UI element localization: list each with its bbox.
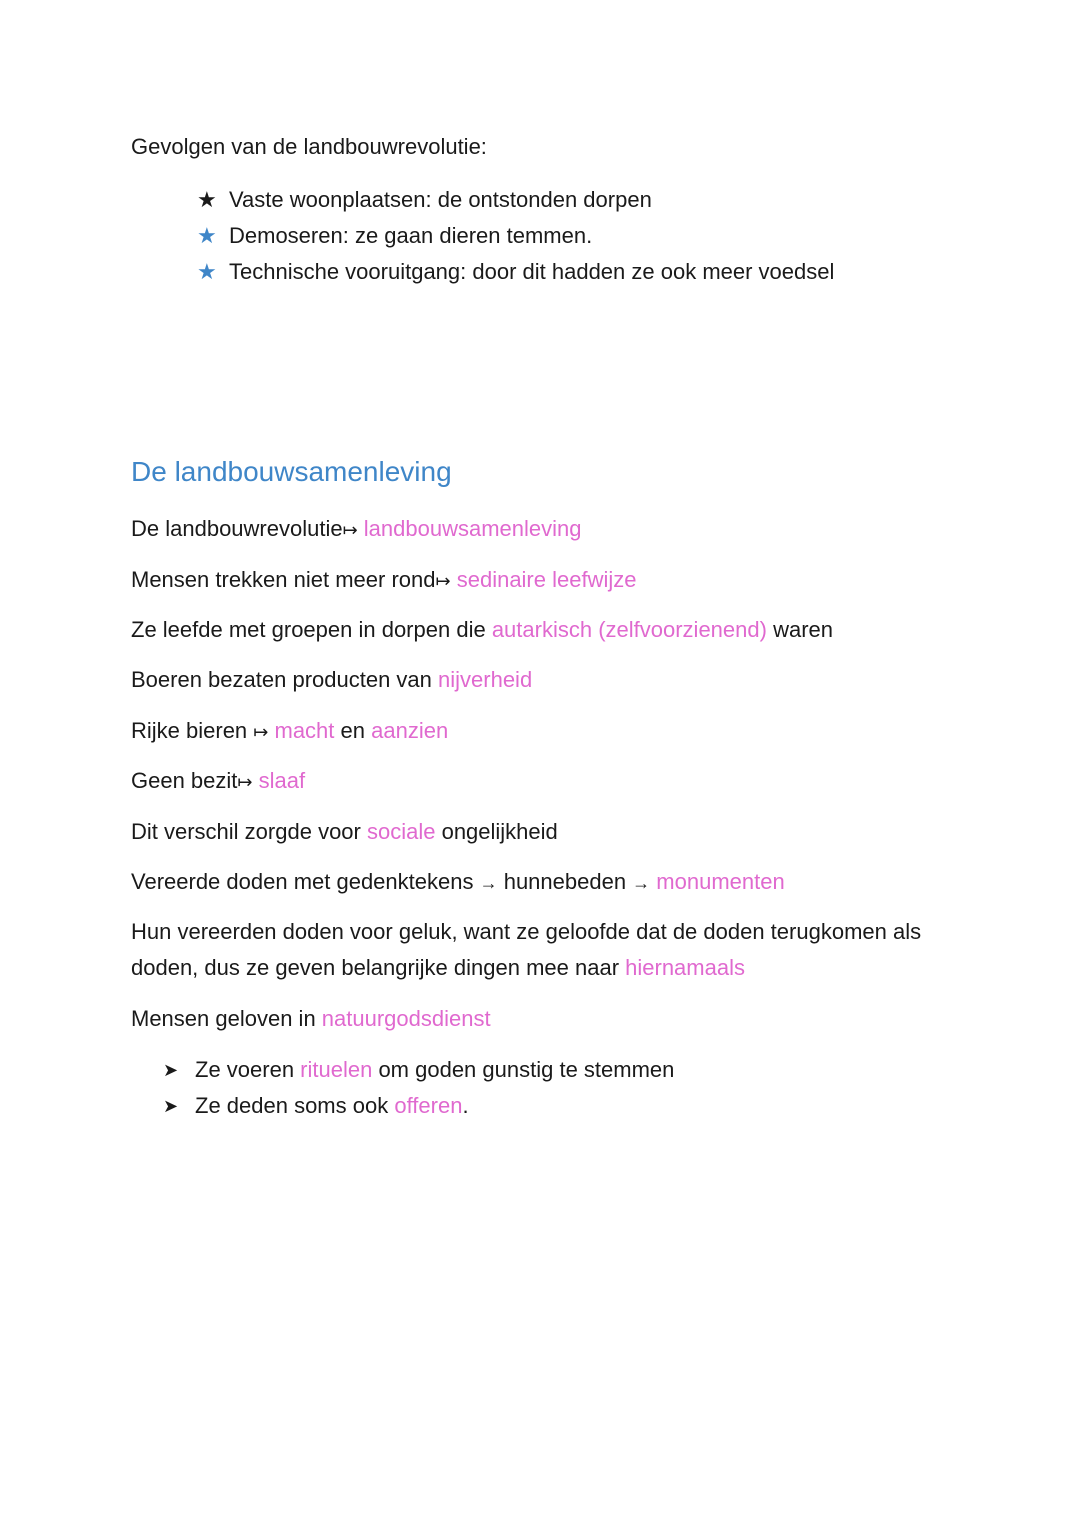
line-text: . [462, 1093, 469, 1118]
note-line [131, 864, 785, 901]
line-text: Ze deden soms ook [195, 1093, 395, 1118]
list-item [163, 1088, 674, 1124]
line-text: hunnebeden [497, 869, 633, 894]
list-item-text: Demoseren: ze gaan dieren temmen. [229, 223, 593, 248]
arrowhead-bullet-icon: ➤ [163, 1060, 179, 1080]
line-text: Vereerde doden met gedenktekens [131, 869, 480, 894]
note-line [131, 562, 636, 599]
note-line [131, 1001, 491, 1037]
list-item [163, 1052, 674, 1088]
highlight-term: autarkisch (zelfvoorzienend) [491, 617, 767, 642]
star-icon: ★ [197, 259, 217, 284]
highlight-term: nijverheid [438, 667, 533, 692]
highlight-term: rituelen [300, 1057, 373, 1082]
arrow-icon: → [479, 873, 498, 893]
intro-heading: Gevolgen van de landbouwrevolutie: [131, 134, 487, 159]
maps-to-arrow-icon: ↦ [435, 571, 451, 591]
note-paragraph [131, 914, 961, 986]
line-text: Geen bezit [131, 768, 238, 793]
highlight-term: natuurgodsdienst [321, 1006, 491, 1031]
line-text: om goden gunstig te stemmen [372, 1057, 675, 1082]
highlight-term: sedinaire leefwijze [456, 567, 637, 592]
line-text: Mensen geloven in [131, 1006, 322, 1031]
maps-to-arrow-icon: ↦ [237, 772, 253, 792]
section-heading: De landbouwsamenleving [131, 456, 452, 487]
highlight-term: monumenten [656, 869, 785, 894]
star-icon: ★ [197, 187, 217, 212]
highlight-term: macht [274, 718, 335, 743]
highlight-term: sociale [366, 819, 436, 844]
line-text: Ze voeren [195, 1057, 301, 1082]
note-line [131, 511, 582, 548]
line-text: Ze leefde met groepen in dorpen die [131, 617, 492, 642]
arrowhead-bullet-icon: ➤ [163, 1096, 179, 1116]
list-item [197, 182, 834, 218]
list-item-text [195, 1088, 469, 1124]
note-line [131, 612, 833, 648]
line-text: Rijke bieren [131, 718, 254, 743]
maps-to-arrow-icon: ↦ [253, 722, 269, 742]
highlight-term: landbouwsamenleving [363, 516, 582, 541]
line-text: Dit verschil zorgde voor [131, 819, 367, 844]
note-line [131, 814, 558, 850]
ritual-list [163, 1052, 674, 1124]
maps-to-arrow-icon: ↦ [342, 520, 358, 540]
list-item-text: Technische vooruitgang: door dit hadden ze ook meer voedsel [229, 259, 835, 284]
list-item-text [195, 1052, 674, 1088]
arrow-icon: → [632, 873, 651, 893]
line-text: Mensen trekken niet meer rond [131, 567, 436, 592]
highlight-term: offeren [394, 1093, 463, 1118]
note-line [131, 662, 532, 698]
highlight-term: hiernamaals [625, 955, 745, 980]
list-item-text: Vaste woonplaatsen: de ontstonden dorpen [229, 187, 652, 212]
line-text: Hun vereerden doden voor geluk, want ze geloofde dat de doden terugkomen als doden, dus ze geven belangrijke dingen mee naar [131, 919, 922, 980]
highlight-term: slaaf [258, 768, 306, 793]
line-text: De landbouwrevolutie [131, 516, 343, 541]
line-text: ongelijkheid [435, 819, 558, 844]
note-line [131, 763, 305, 800]
line-text: Boeren bezaten producten van [131, 667, 439, 692]
highlight-term: aanzien [371, 718, 449, 743]
consequence-list [197, 182, 834, 290]
line-text: waren [766, 617, 833, 642]
note-line [131, 713, 448, 750]
star-icon: ★ [197, 223, 217, 248]
list-item [197, 254, 834, 290]
list-item [197, 218, 834, 254]
line-text: en [334, 718, 372, 743]
